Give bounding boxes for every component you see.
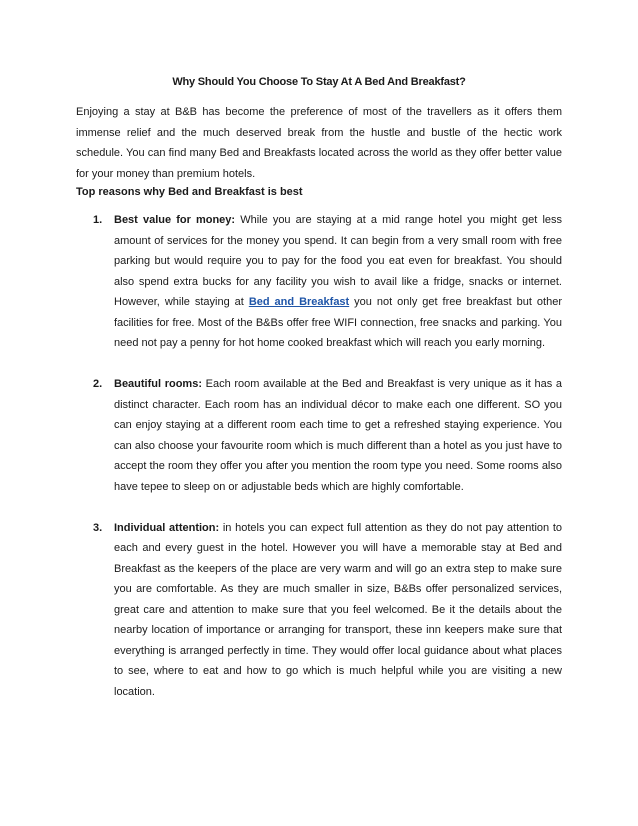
reason-lead: Individual attention:	[114, 521, 220, 534]
intro-paragraph: Enjoying a stay at B&B has become the preference of most of the travellers as it offers them immense relief and the much deserved break from the hustle and bustle of the hectic work schedule. You can find many Bed and Breakfasts located across the world as they offer better value for your money than premium hotels.	[76, 106, 562, 180]
reason-text: Each room available at the Bed and Breakfast is very unique as it has a distinct character. Each room has an individual décor to make each one different. SO you can enjoy staying at a different room each time to get a refreshed staying experience. You can also choose your favourite room which is much different than a hotel as you just have to accept the room they offer you after you mention the room type you need. Some rooms also have tepee to sleep on or adjustable beds which are highly comfortable.	[114, 378, 562, 493]
reason-text: While you are staying at a mid range hotel you might get less amount of services for the money you spend. It can begin from a very small room with free parking but would require you to pay for the food you eat even for breakfast. You should also spend extra bucks for any facility you wish to avail like a fridge, snacks or internet. However, while staying at	[114, 214, 563, 308]
reason-text: in hotels you can expect full attention as they do not pay attention to each and every guest in the hotel. However you will have a memorable stay at Bed and Breakfast as the keepers of the place are very warm and will go an extra step to make sure you are comfortable. As they are much smaller in size, B&Bs offer personalized services, great care and attention to make sure that you feel welcomed. Be it the details about the nearby location of importance or arranging for transport, these inn keepers make sure that everything is arranged perfectly in time. They would offer local guidance about what places to see, where to eat and how to go which is much helpful while you are visiting a new location.	[114, 521, 562, 698]
reason-item-attention	[76, 518, 562, 703]
reason-item-rooms	[76, 374, 562, 497]
reasons-list	[76, 210, 562, 702]
reason-text-continued: you not only get free breakfast but other facilities for free. Most of the B&Bs offer free WIFI connection, free snacks and parking. You need not pay a penny for hot home cooked breakfast which will reach you early morning.	[114, 296, 562, 349]
reason-number: 3.	[93, 521, 103, 534]
reason-item-value	[76, 210, 562, 354]
reason-number: 2.	[93, 378, 103, 390]
document-title: Why Should You Choose To Stay At A Bed And Breakfast?	[172, 76, 466, 88]
section-heading: Top reasons why Bed and Breakfast is best	[76, 186, 303, 198]
reason-lead: Best value for money:	[114, 214, 236, 226]
reason-number: 1.	[93, 214, 103, 226]
reason-lead: Beautiful rooms:	[114, 378, 202, 390]
bed-and-breakfast-link[interactable]: Bed and Breakfast	[248, 296, 350, 308]
